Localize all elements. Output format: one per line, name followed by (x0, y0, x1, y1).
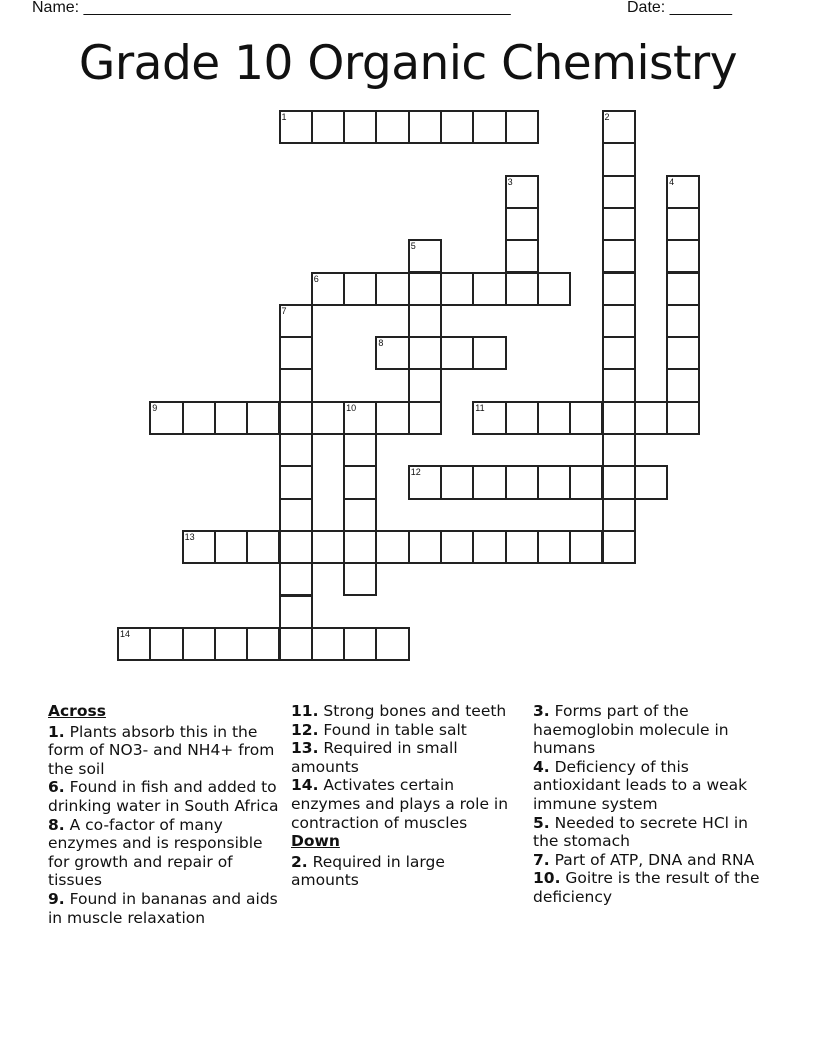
crossword-cell[interactable] (214, 530, 248, 564)
crossword-cell[interactable] (602, 498, 636, 532)
crossword-cell[interactable] (505, 175, 539, 209)
crossword-cell[interactable] (440, 272, 474, 306)
crossword-cell[interactable] (505, 239, 539, 273)
clue-down-5: 5. Needed to secrete HCl in the stomach (533, 813, 749, 851)
crossword-cell[interactable] (505, 110, 539, 144)
crossword-cell[interactable] (343, 433, 377, 467)
down-heading: Down (291, 832, 340, 851)
clue-number-label: 7 (281, 305, 287, 316)
crossword-cell[interactable] (408, 368, 442, 402)
crossword-cell[interactable] (279, 304, 313, 338)
crossword-cell[interactable] (343, 110, 377, 144)
crossword-cell[interactable] (537, 465, 571, 499)
clue-number-label: 13 (184, 531, 195, 542)
crossword-cell[interactable] (311, 401, 345, 435)
crossword-cell[interactable] (602, 142, 636, 176)
crossword-cell[interactable] (343, 530, 377, 564)
crossword-cell[interactable] (472, 336, 506, 370)
crossword-cell[interactable] (666, 272, 700, 306)
crossword-cell[interactable] (279, 110, 313, 144)
crossword-cell[interactable] (343, 498, 377, 532)
clue-number-label: 4 (669, 176, 675, 187)
crossword-cell[interactable] (602, 465, 636, 499)
clue-across-1: 1. Plants absorb this in the form of NO3- and NH4+ from the soil (48, 722, 275, 778)
crossword-cell[interactable] (440, 336, 474, 370)
crossword-cell[interactable] (279, 595, 313, 629)
clue-down-10: 10. Goitre is the result of the deficiency (533, 869, 760, 906)
crossword-cell[interactable] (214, 627, 248, 661)
crossword-cell[interactable] (602, 110, 636, 144)
clue-across-14: 14. Activates certain enzymes and plays a role in contraction of muscles (291, 776, 509, 832)
crossword-cell[interactable] (375, 110, 409, 144)
clue-number-label: 14 (120, 628, 131, 639)
crossword-cell[interactable] (505, 272, 539, 306)
crossword-cell[interactable] (149, 401, 183, 435)
crossword-cell[interactable] (666, 239, 700, 273)
crossword-cell[interactable] (279, 562, 313, 596)
crossword-cell[interactable] (505, 401, 539, 435)
crossword-cell[interactable] (279, 465, 313, 499)
clue-across-12: 12. Found in table salt (291, 720, 467, 739)
crossword-cell[interactable] (279, 401, 313, 435)
clue-number-label: 3 (507, 176, 513, 187)
crossword-cell[interactable] (408, 336, 442, 370)
crossword-cell[interactable] (666, 368, 700, 402)
crossword-cell[interactable] (375, 401, 409, 435)
clue-number-label: 12 (410, 467, 421, 478)
crossword-cell[interactable] (666, 175, 700, 209)
crossword-cell[interactable] (408, 272, 442, 306)
crossword-cell[interactable] (343, 272, 377, 306)
clue-number-label: 1 (281, 112, 287, 122)
crossword-cell[interactable] (472, 530, 506, 564)
crossword-cell[interactable] (343, 627, 377, 661)
clue-down-3: 3. Forms part of the haemoglobin molecule in humans (533, 702, 729, 758)
crossword-cell[interactable] (279, 336, 313, 370)
crossword-cell[interactable] (279, 498, 313, 532)
clue-number-label: 9 (152, 402, 158, 413)
clue-across-6: 6. Found in fish and added to drinking water in South Africa (48, 778, 279, 815)
crossword-cell[interactable] (408, 239, 442, 273)
crossword-cell[interactable] (537, 530, 571, 564)
clue-down-7: 7. Part of ATP, DNA and RNA (533, 850, 755, 869)
crossword-cell[interactable] (537, 401, 571, 435)
crossword-cell[interactable] (408, 304, 442, 338)
crossword-cell[interactable] (375, 272, 409, 306)
crossword-cell[interactable] (537, 272, 571, 306)
crossword-cell[interactable] (246, 530, 280, 564)
crossword-cell[interactable] (246, 401, 280, 435)
clue-down-2: 2. Required in large amounts (291, 852, 445, 890)
crossword-cell[interactable] (602, 336, 636, 370)
crossword-cell[interactable] (602, 239, 636, 273)
clues-column-3 (533, 702, 763, 907)
crossword-cell[interactable] (472, 465, 506, 499)
crossword-cell[interactable] (602, 368, 636, 402)
clue-across-8: 8. A co-factor of many enzymes and is responsible for growth and repair of tissues (48, 815, 263, 890)
name-field-label: Name: ________________________________________________ (32, 0, 511, 16)
crossword-cell[interactable] (311, 272, 345, 306)
clue-number-label: 6 (313, 273, 319, 284)
crossword-cell[interactable] (602, 304, 636, 338)
crossword-cell[interactable] (246, 627, 280, 661)
crossword-cell[interactable] (505, 207, 539, 241)
clue-down-4: 4. Deficiency of this antioxidant leads to a weak immune system (533, 757, 748, 813)
crossword-cell[interactable] (279, 627, 313, 661)
crossword-cell[interactable] (375, 530, 409, 564)
crossword-cell[interactable] (602, 272, 636, 306)
crossword-cell[interactable] (279, 368, 313, 402)
crossword-cell[interactable] (440, 465, 474, 499)
crossword-cell[interactable] (666, 207, 700, 241)
crossword-cell[interactable] (311, 627, 345, 661)
crossword-cell[interactable] (569, 465, 603, 499)
crossword-cell[interactable] (343, 562, 377, 596)
crossword-cell[interactable] (634, 401, 668, 435)
crossword-cell[interactable] (375, 336, 409, 370)
across-heading: Across (48, 702, 106, 720)
crossword-cell[interactable] (472, 272, 506, 306)
crossword-cell[interactable] (408, 110, 442, 144)
crossword-cell[interactable] (602, 175, 636, 209)
crossword-cell[interactable] (343, 401, 377, 435)
crossword-cell[interactable] (182, 401, 216, 435)
crossword-cell[interactable] (214, 401, 248, 435)
crossword-cell[interactable] (472, 401, 506, 435)
clues-column-1 (48, 702, 283, 927)
crossword-cell[interactable] (149, 627, 183, 661)
crossword-cell[interactable] (602, 530, 636, 564)
date-field-label: Date: _______ (627, 0, 732, 16)
crossword-cell[interactable] (666, 336, 700, 370)
crossword-cell[interactable] (666, 304, 700, 338)
crossword-cell[interactable] (634, 465, 668, 499)
crossword-cell[interactable] (440, 110, 474, 144)
crossword-cell[interactable] (440, 530, 474, 564)
page-title: Grade 10 Organic Chemistry (78, 36, 738, 91)
crossword-cell[interactable] (311, 530, 345, 564)
clue-number-label: 8 (378, 338, 384, 349)
crossword-cell[interactable] (408, 530, 442, 564)
clue-across-11: 11. Strong bones and teeth (291, 702, 507, 720)
crossword-cell[interactable] (311, 110, 345, 144)
crossword-cell[interactable] (408, 465, 442, 499)
clues-column-2 (291, 702, 516, 890)
clue-number-label: 5 (410, 241, 416, 252)
crossword-cell[interactable] (279, 433, 313, 467)
crossword-cell[interactable] (182, 627, 216, 661)
crossword-cell[interactable] (408, 401, 442, 435)
crossword-cell[interactable] (375, 627, 409, 661)
crossword-cell[interactable] (569, 401, 603, 435)
crossword-cell[interactable] (602, 433, 636, 467)
crossword-cell[interactable] (279, 530, 313, 564)
clue-across-13: 13. Required in small amounts (291, 739, 458, 776)
crossword-cell[interactable] (343, 465, 377, 499)
crossword-cell[interactable] (505, 530, 539, 564)
crossword-cell[interactable] (117, 627, 151, 661)
crossword-cell[interactable] (666, 401, 700, 435)
clue-number-label: 11 (475, 402, 485, 413)
clue-across-9: 9. Found in bananas and aids in muscle relaxation (48, 889, 278, 927)
clue-number-label: 2 (604, 112, 610, 122)
crossword-cell[interactable] (569, 530, 603, 564)
clue-number-label: 10 (346, 402, 357, 413)
crossword-cell[interactable] (472, 110, 506, 144)
crossword-cell[interactable] (182, 530, 216, 564)
crossword-cell[interactable] (602, 207, 636, 241)
crossword-cell[interactable] (505, 465, 539, 499)
crossword-cell[interactable] (602, 401, 636, 435)
